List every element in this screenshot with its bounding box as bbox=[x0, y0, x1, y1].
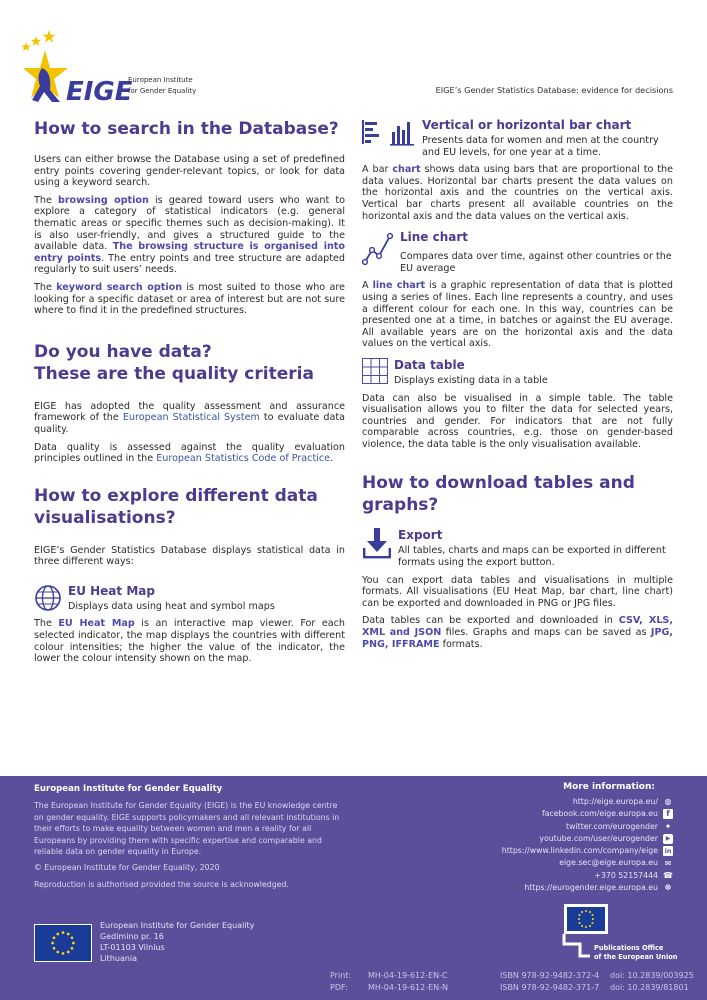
line-chart-paragraph: A line chart is a graphic representation of data that is plotted using a series of lines. Each line represents a country, and uses a different colour for each one. In this way, countries can be presented one at a time, in batches or against the EU average. All available years are on the horizontal axis and the data values on the vertical axis. bbox=[362, 280, 674, 350]
download-icon bbox=[362, 528, 392, 560]
ess-link[interactable]: European Statistical System bbox=[122, 412, 260, 424]
quality-paragraph-1: EIGE has adopted the quality assessment and assurance framework of the European Statistical System to evaluate data quality. bbox=[34, 400, 346, 435]
quality-paragraph-2: Data quality is assessed against the quality evaluation principles outlined in the European Statistics Code of Practice. bbox=[34, 441, 345, 465]
bar-chart-title: Vertical or horizontal bar chart bbox=[422, 118, 632, 132]
data-table-paragraph: Data can also be visualised in a simple table. The table visualisation allows you to filter the data for selected years, countries and gender. For indicators that are not fully comparable across countries, e.g. those on gender-based violence, the data table is the only visualisation available. bbox=[362, 392, 673, 450]
heatmap-highlight: EU Heat Map bbox=[58, 618, 135, 630]
globe-icon bbox=[34, 584, 62, 612]
line-chart-icon bbox=[362, 230, 394, 266]
explore-intro: EIGE’s Gender Statistics Database displays statistical data in three different ways: bbox=[34, 544, 345, 568]
footer-reproduction: Reproduction is authorised provided the source is acknowledged. bbox=[34, 880, 289, 889]
footer bbox=[0, 776, 707, 1000]
footer-copyright: © European Institute for Gender Equality, 2020 bbox=[34, 862, 220, 872]
data-table-desc: Displays existing data in a table bbox=[394, 374, 548, 386]
link-linkedin[interactable]: https://www.linkedin.com/company/eige in bbox=[501, 846, 672, 856]
heatmap-block bbox=[34, 584, 345, 613]
table-icon bbox=[362, 358, 388, 384]
heatmap-title: EU Heat Map bbox=[68, 583, 155, 598]
more-info-title: More information: bbox=[563, 782, 655, 792]
quality-heading: Do you have data? These are the quality criteria bbox=[34, 341, 314, 384]
logo-word: EIGE bbox=[66, 77, 133, 106]
contact-links bbox=[502, 796, 673, 894]
youtube-icon: ▶ bbox=[663, 834, 673, 844]
link-phone[interactable]: +370 52157444 ☎ bbox=[594, 870, 673, 880]
address-line: Gedimino pr. 16 bbox=[100, 932, 164, 941]
keyword-search-highlight: keyword search option bbox=[56, 281, 183, 293]
bar-chart-block bbox=[362, 118, 673, 158]
address-line: Lithuania bbox=[100, 954, 138, 963]
pdf-row: PDF: MH-04-19-612-EN-N ISBN 978-92-9482-371-7 doi: 10.2839/81801 bbox=[330, 983, 689, 992]
browsing-option-highlight: browsing option bbox=[57, 194, 149, 206]
bar-chart-highlight: chart bbox=[392, 164, 421, 176]
graph-formats-highlight: JPG, PNG, IFFRAME bbox=[362, 627, 674, 650]
pubs-line: Publications Office bbox=[594, 944, 664, 952]
search-paragraph-1: Users can either browse the Database using a set of predefined entry points covering gender-relevant topics, or look for data using a keyword search. bbox=[34, 154, 345, 189]
globe-icon: ◍ bbox=[664, 797, 672, 807]
heatmap-paragraph: The EU Heat Map is an interactive map viewer. For each selected indicator, the map displays the countries with different colour intensities; the higher the value of the indicator, the lower the colour intensity shown on the map. bbox=[34, 618, 345, 665]
document-tagline: EIGE’s Gender Statistics Database: evidence for decisions bbox=[435, 85, 673, 95]
search-paragraph-3: The keyword search option is most suited to those who are looking for a specific dataset or area of interest but are not sure where to find it in the predefined structures. bbox=[34, 281, 345, 317]
link-website[interactable]: http://eige.europa.eu/ ◍ bbox=[572, 797, 672, 807]
download-heading: How to download tables and graphs? bbox=[362, 473, 635, 516]
export-desc: All tables, charts and maps can be exported in different formats using the export button. bbox=[398, 545, 666, 569]
community-icon: ☸ bbox=[664, 883, 672, 893]
print-row: Print: MH-04-19-612-EN-C ISBN 978-92-9482-372-4 doi: 10.2839/003925 bbox=[330, 971, 694, 980]
linkedin-icon: in bbox=[664, 847, 672, 856]
link-email[interactable]: eige.sec@eige.europa.eu ✉ bbox=[559, 858, 672, 868]
line-chart-highlight: line chart bbox=[372, 280, 426, 292]
line-chart-desc: Compares data over time, against other countries or the EU average bbox=[400, 251, 672, 274]
link-community[interactable]: https://eurogender.eige.europa.eu ☸ bbox=[524, 883, 672, 893]
footer-title: European Institute for Gender Equality bbox=[34, 784, 223, 794]
publications-office-text bbox=[594, 944, 677, 962]
data-table-block bbox=[362, 358, 673, 387]
data-table-title: Data table bbox=[394, 357, 465, 372]
logo-star-small-2 bbox=[31, 36, 42, 46]
bar-chart-icon bbox=[362, 118, 416, 146]
address-line: European Institute for Gender Equality bbox=[100, 921, 255, 930]
footer-about bbox=[34, 800, 346, 891]
link-youtube[interactable]: youtube.com/user/eurogender ▶ bbox=[502, 833, 673, 845]
heatmap-desc: Displays data using heat and symbol maps bbox=[68, 600, 275, 612]
left-column bbox=[34, 118, 345, 671]
export-block bbox=[362, 528, 673, 568]
code-of-practice-link[interactable]: European Statistics Code of Practice bbox=[156, 453, 331, 465]
search-heading: How to search in the Database? bbox=[34, 119, 339, 139]
link-facebook[interactable]: facebook.com/eige.europa.eu f bbox=[502, 808, 673, 820]
eu-flag-icon bbox=[34, 924, 92, 962]
bar-chart-desc: Presents data for women and men at the country and EU levels, for one year at a time. bbox=[422, 135, 659, 158]
phone-icon: ☎ bbox=[663, 870, 673, 880]
search-paragraph-2: The browsing option is geared toward users who want to explore a category of statistical indicators (e.g. general thematic areas or specific themes such as decision-making). It is also user-friendly, and gives a structured guide to the available data. The browsing structure is organised into entry points. The entry points and tree structure are adapted regularly to suit users’ needs. bbox=[34, 194, 346, 276]
postal-address bbox=[100, 920, 254, 964]
pubs-line: of the European Union bbox=[594, 953, 678, 961]
entry-points-highlight: The browsing structure is organised into entry points bbox=[34, 241, 345, 264]
explore-heading: How to explore different data visualisations? bbox=[34, 485, 318, 528]
table-formats-highlight: CSV, XLS, XML and JSON bbox=[362, 615, 673, 639]
catalogue-numbers bbox=[330, 970, 694, 994]
logo-caption-line1: European Institute bbox=[128, 76, 193, 84]
twitter-icon: ✦ bbox=[664, 821, 672, 831]
address-line: LT-01103 Vilnius bbox=[100, 943, 165, 952]
bar-chart-paragraph: A bar chart shows data using bars that are proportional to the data values. Horizontal bar charts present the data values on the horizontal axis and the countries on the vertical axis. Vertical bar charts present all available countries on the horizontal axis and the data values on the vertical axis. bbox=[362, 164, 673, 222]
line-chart-block bbox=[362, 230, 673, 274]
logo-caption bbox=[128, 75, 196, 97]
logo-star-small-1 bbox=[22, 42, 31, 51]
facebook-icon: f bbox=[663, 809, 673, 819]
logo-star-small-3 bbox=[42, 30, 55, 43]
right-column bbox=[362, 118, 673, 656]
export-title: Export bbox=[398, 528, 443, 543]
download-paragraph-2: Data tables can be exported and downloaded in CSV, XLS, XML and JSON files. Graphs and maps can be saved as JPG, PNG, IFFRAME formats. bbox=[362, 615, 674, 650]
logo-caption-line2: for Gender Equality bbox=[128, 87, 197, 95]
download-paragraph-1: You can export data tables and visualisations in multiple formats. All visualisations (EU Heat Map, bar chart, line chart) can be exported and downloaded in PNG or JPG files. bbox=[362, 574, 673, 609]
link-twitter[interactable]: twitter.com/eurogender ✦ bbox=[566, 821, 672, 831]
footer-about-text: The European Institute for Gender Equality (EIGE) is the EU knowledge centre on gender equality. EIGE supports policymakers and all relevant institutions in their efforts to make equality between women and men a reality for all Europeans by providing them with specific expertise and comparable and reliable data on gender equality in Europe. bbox=[34, 801, 340, 856]
line-chart-title: Line chart bbox=[400, 230, 469, 245]
mail-icon: ✉ bbox=[664, 858, 672, 868]
